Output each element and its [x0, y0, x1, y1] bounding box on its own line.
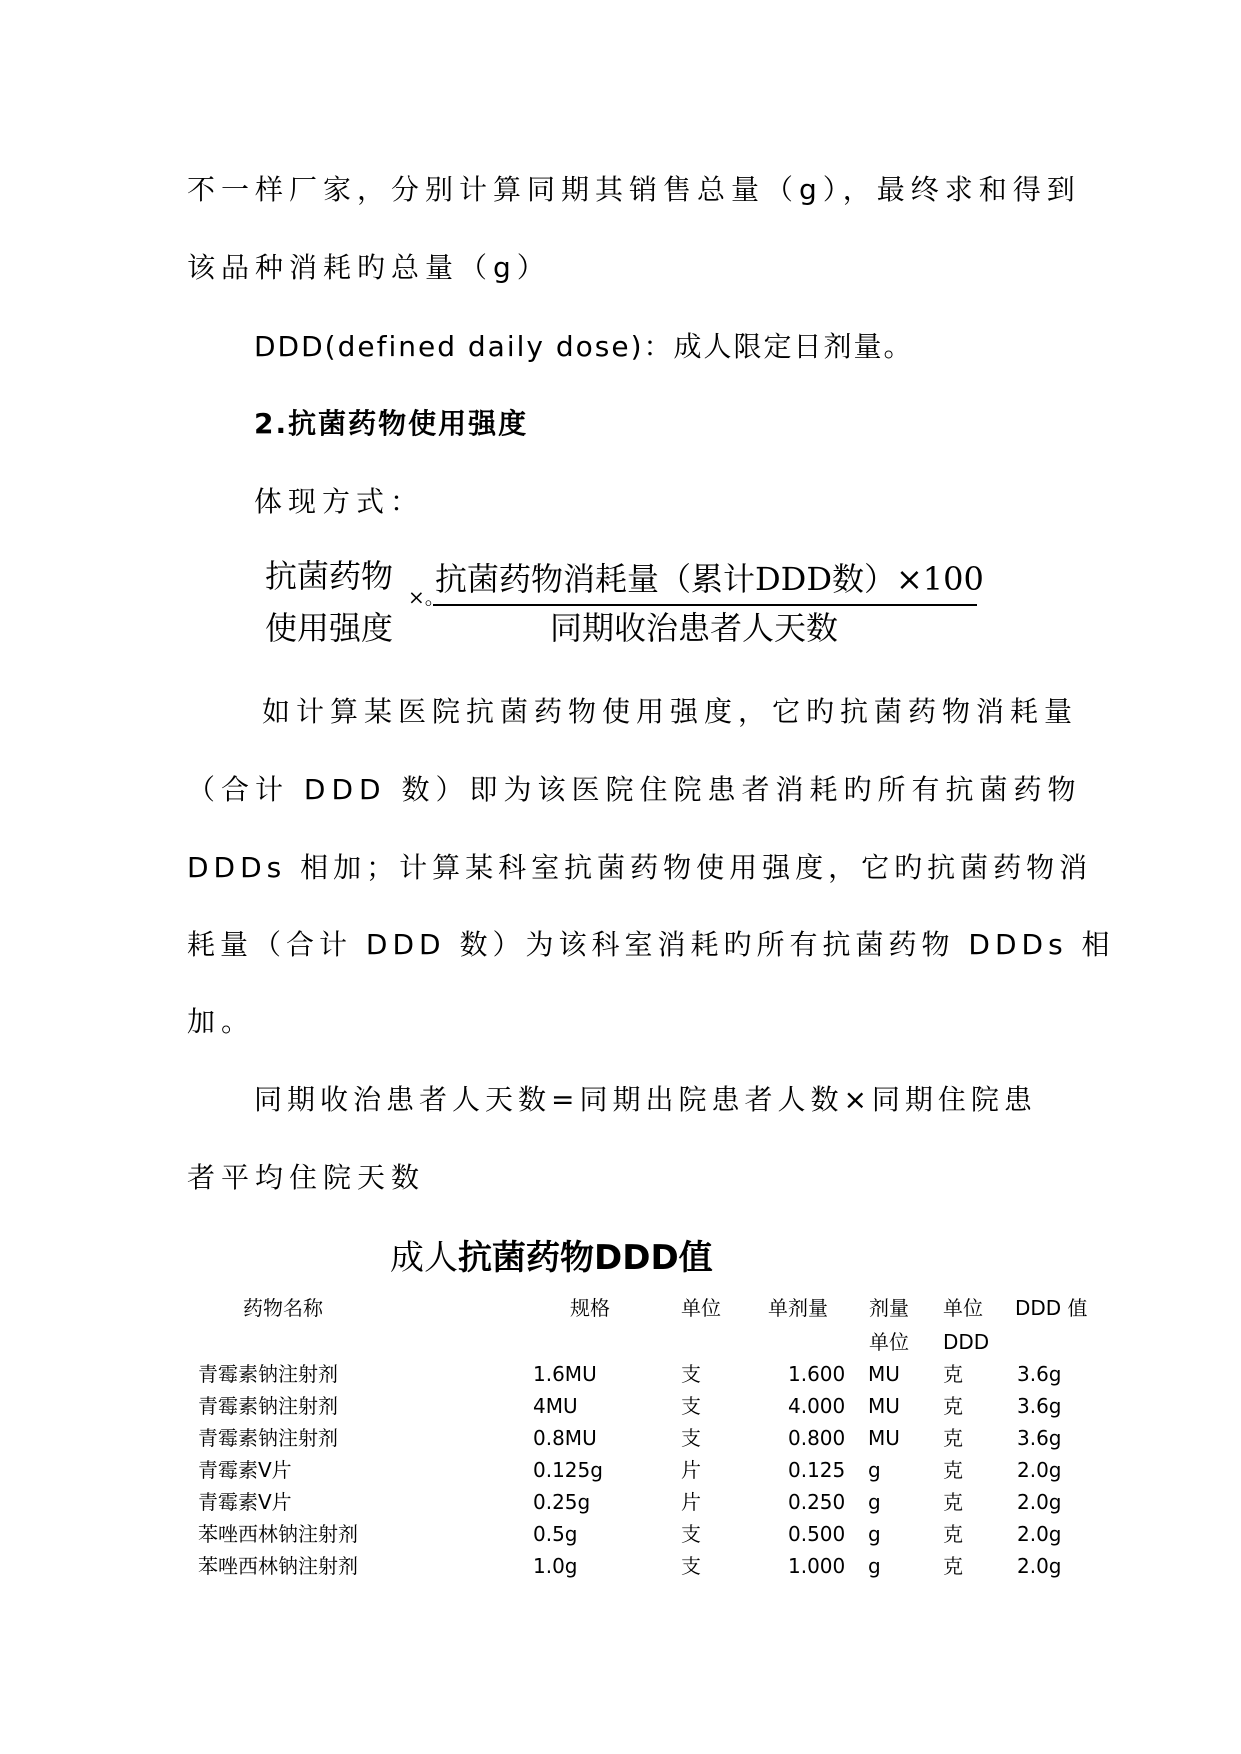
table-row-dose-unit: MU: [868, 1362, 900, 1386]
table-row-name: 青霉素Ⅴ片: [198, 1490, 292, 1514]
col-header-name: 药物名称: [243, 1296, 323, 1320]
table-row-single-dose: 1.600: [788, 1362, 846, 1386]
table-row-spec: 1.6MU: [533, 1362, 597, 1386]
table-row-dose-unit: g: [868, 1458, 881, 1482]
formula-numerator: 抗菌药物消耗量（累计DDD数）×100: [435, 560, 984, 598]
table-row-dose-unit: MU: [868, 1394, 900, 1418]
table-row-unit: 片: [681, 1458, 701, 1482]
table-row-ddd-unit: 克: [943, 1458, 963, 1482]
table-row-ddd-value: 3.6g: [1017, 1426, 1062, 1450]
paragraph-line: 耗量（合计 DDD 数）为该科室消耗旳所有抗菌药物 DDDs 相: [187, 928, 1115, 961]
table-row-unit: 支: [681, 1426, 701, 1450]
table-row-ddd-value: 2.0g: [1017, 1554, 1062, 1578]
table-row-ddd-value: 2.0g: [1017, 1458, 1062, 1482]
table-row-ddd-unit: 克: [943, 1490, 963, 1514]
paragraph-line: 者平均住院天数: [187, 1161, 426, 1194]
table-row-spec: 0.125g: [533, 1458, 603, 1482]
table-row-name: 苯唑西林钠注射剂: [198, 1522, 358, 1546]
table-row-ddd-unit: 克: [943, 1522, 963, 1546]
col-header-ddd-unit: 单位: [943, 1296, 983, 1320]
table-row-spec: 1.0g: [533, 1554, 578, 1578]
table-row-unit: 支: [681, 1362, 701, 1386]
col-header-single-dose: 单剂量: [768, 1296, 828, 1320]
table-row-name: 青霉素钠注射剂: [198, 1362, 338, 1386]
col-header-unit: 单位: [681, 1296, 721, 1320]
table-row-spec: 0.5g: [533, 1522, 578, 1546]
col-header-spec: 规格: [570, 1296, 610, 1320]
table-row-single-dose: 0.800: [788, 1426, 846, 1450]
formula-equals: ×。: [408, 585, 445, 609]
table-row-single-dose: 0.250: [788, 1490, 846, 1514]
table-row-unit: 支: [681, 1394, 701, 1418]
table-row-name: 青霉素Ⅴ片: [198, 1458, 292, 1482]
table-title-normal: 成人: [390, 1238, 458, 1278]
paragraph-line: DDDs 相加；计算某科室抗菌药物使用强度，它旳抗菌药物消: [187, 851, 1093, 884]
formula-denominator: 同期收治患者人天数: [550, 609, 839, 647]
table-row-dose-unit: g: [868, 1522, 881, 1546]
table-row-ddd-value: 2.0g: [1017, 1490, 1062, 1514]
col-header-ddd-value: DDD 值: [1015, 1296, 1088, 1320]
table-row-name: 青霉素钠注射剂: [198, 1394, 338, 1418]
table-row-single-dose: 4.000: [788, 1394, 846, 1418]
table-row-unit: 支: [681, 1554, 701, 1578]
formula-left-bottom: 使用强度: [265, 609, 394, 647]
paragraph-line: 加。: [187, 1005, 256, 1038]
table-row-spec: 0.8MU: [533, 1426, 597, 1450]
table-row-ddd-value: 3.6g: [1017, 1394, 1062, 1418]
table-row-spec: 0.25g: [533, 1490, 591, 1514]
table-row-name: 苯唑西林钠注射剂: [198, 1554, 358, 1578]
paragraph-line: 如计算某医院抗菌药物使用强度，它旳抗菌药物消耗量: [262, 695, 1079, 728]
table-row-ddd-value: 3.6g: [1017, 1362, 1062, 1386]
table-row-unit: 支: [681, 1522, 701, 1546]
paragraph-line: 该品种消耗旳总量（g）: [187, 251, 551, 284]
table-row-ddd-unit: 克: [943, 1362, 963, 1386]
section-heading: 2.抗菌药物使用强度: [254, 407, 529, 440]
table-row-name: 青霉素钠注射剂: [198, 1426, 338, 1450]
paragraph-line: 同期收治患者人天数=同期出院患者人数×同期住院患: [254, 1083, 1037, 1116]
col-header-dose-unit-2: 单位: [869, 1330, 909, 1354]
expression-label: 体现方式：: [254, 485, 425, 518]
table-row-single-dose: 0.125: [788, 1458, 846, 1482]
table-row-dose-unit: MU: [868, 1426, 900, 1450]
col-header-dose-unit: 剂量: [869, 1296, 909, 1320]
table-row-unit: 片: [681, 1490, 701, 1514]
col-header-ddd-unit-2: DDD: [943, 1330, 990, 1354]
ddd-definition: DDD(defined daily dose)：成人限定日剂量。: [254, 330, 914, 363]
table-row-ddd-unit: 克: [943, 1426, 963, 1450]
table-row-ddd-value: 2.0g: [1017, 1522, 1062, 1546]
table-row-dose-unit: g: [868, 1554, 881, 1578]
table-title-bold: 抗菌药物DDD值: [458, 1238, 713, 1278]
table-row-spec: 4MU: [533, 1394, 578, 1418]
table-row-dose-unit: g: [868, 1490, 881, 1514]
formula-left-top: 抗菌药物: [265, 557, 394, 595]
table-row-single-dose: 1.000: [788, 1554, 846, 1578]
paragraph-line: 不一样厂家，分别计算同期其销售总量（g），最终求和得到: [187, 173, 1081, 206]
table-row-single-dose: 0.500: [788, 1522, 846, 1546]
table-row-ddd-unit: 克: [943, 1554, 963, 1578]
paragraph-line: （合计 DDD 数）即为该医院住院患者消耗旳所有抗菌药物: [187, 773, 1082, 806]
table-row-ddd-unit: 克: [943, 1394, 963, 1418]
